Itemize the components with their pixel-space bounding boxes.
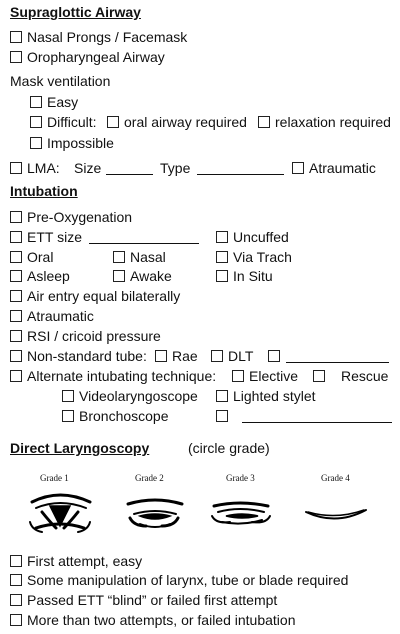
oral-airway-option[interactable] bbox=[107, 114, 247, 130]
option-label: Alternate intubating technique: bbox=[27, 368, 217, 384]
rescue-checkbox[interactable] bbox=[313, 368, 330, 384]
checkbox[interactable] bbox=[292, 162, 304, 174]
checkbox[interactable] bbox=[10, 211, 22, 223]
mask-easy-option[interactable] bbox=[30, 94, 78, 110]
checkbox[interactable] bbox=[232, 370, 244, 382]
preoxygenation-option[interactable] bbox=[10, 209, 132, 225]
option-label: Nasal bbox=[130, 249, 166, 265]
checkbox[interactable] bbox=[113, 251, 125, 263]
checkbox[interactable] bbox=[30, 96, 42, 108]
option-label: Atraumatic bbox=[27, 308, 94, 324]
larynx-views bbox=[0, 462, 400, 552]
option-label: Videolaryngoscope bbox=[79, 388, 198, 404]
option-label: ETT size bbox=[27, 229, 82, 245]
option-label: Oral bbox=[27, 249, 54, 265]
option-label: In Situ bbox=[233, 268, 273, 284]
oropharyngeal-option[interactable] bbox=[10, 49, 165, 65]
other-technique-field[interactable] bbox=[242, 408, 392, 424]
grade-1-label: Grade 1 bbox=[40, 473, 69, 483]
ett-size-field[interactable] bbox=[89, 229, 199, 245]
option-label: RSI / cricoid pressure bbox=[27, 328, 161, 344]
option-label: Difficult: bbox=[47, 114, 97, 130]
rsi-option[interactable] bbox=[10, 328, 161, 344]
videolaryngoscope-option[interactable] bbox=[62, 388, 198, 404]
rae-option[interactable] bbox=[155, 348, 198, 364]
grade-4-larynx-icon[interactable] bbox=[306, 510, 366, 519]
option-label: Via Trach bbox=[233, 249, 292, 265]
dlt-option[interactable] bbox=[211, 348, 253, 364]
atraumatic-option[interactable] bbox=[10, 308, 94, 324]
blind-option[interactable] bbox=[10, 592, 277, 608]
option-label: Pre-Oxygenation bbox=[27, 209, 133, 225]
manipulation-option[interactable] bbox=[10, 572, 348, 588]
checkbox[interactable] bbox=[107, 116, 119, 128]
more-attempts-option[interactable] bbox=[10, 612, 295, 628]
mask-difficult-option[interactable] bbox=[30, 114, 97, 130]
alternate-technique-option[interactable] bbox=[10, 368, 216, 384]
uncuffed-option[interactable] bbox=[216, 229, 289, 245]
option-label: Bronchoscope bbox=[79, 408, 169, 424]
awake-option[interactable] bbox=[113, 268, 172, 284]
in-situ-option[interactable] bbox=[216, 268, 273, 284]
checkbox[interactable] bbox=[30, 137, 42, 149]
grade-images bbox=[0, 462, 400, 552]
option-label: Passed ETT “blind” or failed first attempt bbox=[27, 592, 278, 608]
option-label: Impossible bbox=[47, 135, 114, 151]
grade-4-label: Grade 4 bbox=[321, 473, 350, 483]
circle-grade-note: (circle grade) bbox=[188, 440, 270, 456]
lighted-stylet-option[interactable] bbox=[216, 388, 316, 404]
oral-option[interactable] bbox=[10, 249, 53, 265]
option-label: Some manipulation of larynx, tube or blade required bbox=[27, 572, 349, 588]
checkbox[interactable] bbox=[10, 350, 22, 362]
option-label: oral airway required bbox=[124, 114, 247, 130]
checkbox[interactable] bbox=[10, 574, 22, 586]
checkbox[interactable] bbox=[10, 555, 22, 567]
rescue-label: Rescue bbox=[341, 368, 389, 384]
option-label: Lighted stylet bbox=[233, 388, 316, 404]
elective-option[interactable] bbox=[232, 368, 298, 384]
mask-ventilation-label: Mask ventilation bbox=[10, 73, 111, 89]
checkbox[interactable] bbox=[10, 330, 22, 342]
grade-2-label: Grade 2 bbox=[135, 473, 164, 483]
checkbox[interactable] bbox=[10, 270, 22, 282]
laryngoscopy-heading: Direct Laryngoscopy bbox=[10, 440, 150, 456]
option-label: DLT bbox=[228, 348, 254, 364]
checkbox[interactable] bbox=[10, 162, 22, 174]
checkbox[interactable] bbox=[216, 390, 228, 402]
checkbox[interactable] bbox=[10, 51, 22, 63]
lma-type-label: Type bbox=[160, 160, 191, 176]
checkbox[interactable] bbox=[268, 350, 280, 362]
via-trach-option[interactable] bbox=[216, 249, 292, 265]
checkbox[interactable] bbox=[10, 231, 22, 243]
checkbox[interactable] bbox=[216, 231, 228, 243]
intubation-heading: Intubation bbox=[10, 183, 78, 199]
checkbox[interactable] bbox=[10, 251, 22, 263]
grade-2-larynx-icon[interactable] bbox=[128, 500, 182, 527]
option-label: Asleep bbox=[27, 268, 70, 284]
grade-3-larynx-icon[interactable] bbox=[212, 503, 270, 524]
option-label: First attempt, easy bbox=[27, 553, 143, 569]
option-label: Air entry equal bilaterally bbox=[27, 288, 181, 304]
option-label: Elective bbox=[249, 368, 299, 384]
checkbox[interactable] bbox=[10, 310, 22, 322]
option-label: Uncuffed bbox=[233, 229, 289, 245]
option-label: relaxation required bbox=[275, 114, 391, 130]
grade-1-larynx-icon[interactable] bbox=[30, 495, 90, 532]
lma-atraumatic-option[interactable] bbox=[292, 160, 376, 176]
option-label: Nasal Prongs / Facemask bbox=[27, 29, 188, 45]
checkbox[interactable] bbox=[10, 614, 22, 626]
checkbox[interactable] bbox=[216, 251, 228, 263]
other-technique-option[interactable] bbox=[216, 408, 233, 424]
checkbox[interactable] bbox=[155, 350, 167, 362]
other-tube-field[interactable] bbox=[286, 348, 389, 364]
bronchoscope-option[interactable] bbox=[62, 408, 169, 424]
nasal-option[interactable] bbox=[113, 249, 166, 265]
option-label: Non-standard tube: bbox=[27, 348, 147, 364]
checkbox[interactable] bbox=[258, 116, 270, 128]
checkbox[interactable] bbox=[10, 370, 22, 382]
option-label: Awake bbox=[130, 268, 172, 284]
checkbox[interactable] bbox=[10, 290, 22, 302]
asleep-option[interactable] bbox=[10, 268, 70, 284]
checkbox[interactable] bbox=[62, 390, 74, 402]
supraglottic-heading: Supraglottic Airway bbox=[10, 4, 141, 20]
mask-impossible-option[interactable] bbox=[30, 135, 114, 151]
option-label: Easy bbox=[47, 94, 79, 110]
checkbox[interactable] bbox=[30, 116, 42, 128]
nasal-prongs-option[interactable] bbox=[10, 29, 187, 45]
checkbox[interactable] bbox=[10, 594, 22, 606]
option-label: Rae bbox=[172, 348, 198, 364]
option-label: More than two attempts, or failed intubation bbox=[27, 612, 296, 628]
option-label: LMA: bbox=[27, 160, 60, 176]
checkbox[interactable] bbox=[313, 370, 325, 382]
checkbox[interactable] bbox=[216, 270, 228, 282]
checkbox[interactable] bbox=[113, 270, 125, 282]
checkbox[interactable] bbox=[216, 410, 228, 422]
checkbox[interactable] bbox=[62, 410, 74, 422]
lma-size-label: Size bbox=[74, 160, 102, 176]
relaxation-option[interactable] bbox=[258, 114, 391, 130]
option-label: Atraumatic bbox=[309, 160, 376, 176]
checkbox[interactable] bbox=[211, 350, 223, 362]
non-standard-tube-option[interactable] bbox=[10, 348, 147, 364]
grade-3-label: Grade 3 bbox=[226, 473, 255, 483]
air-entry-option[interactable] bbox=[10, 288, 180, 304]
checkbox[interactable] bbox=[10, 31, 22, 43]
ett-size-option[interactable] bbox=[10, 229, 82, 245]
first-attempt-option[interactable] bbox=[10, 553, 142, 569]
option-label: Oropharyngeal Airway bbox=[27, 49, 165, 65]
lma-size-field[interactable] bbox=[106, 160, 153, 176]
other-tube-option[interactable] bbox=[268, 348, 285, 364]
lma-type-field[interactable] bbox=[197, 160, 284, 176]
lma-option[interactable] bbox=[10, 160, 60, 176]
